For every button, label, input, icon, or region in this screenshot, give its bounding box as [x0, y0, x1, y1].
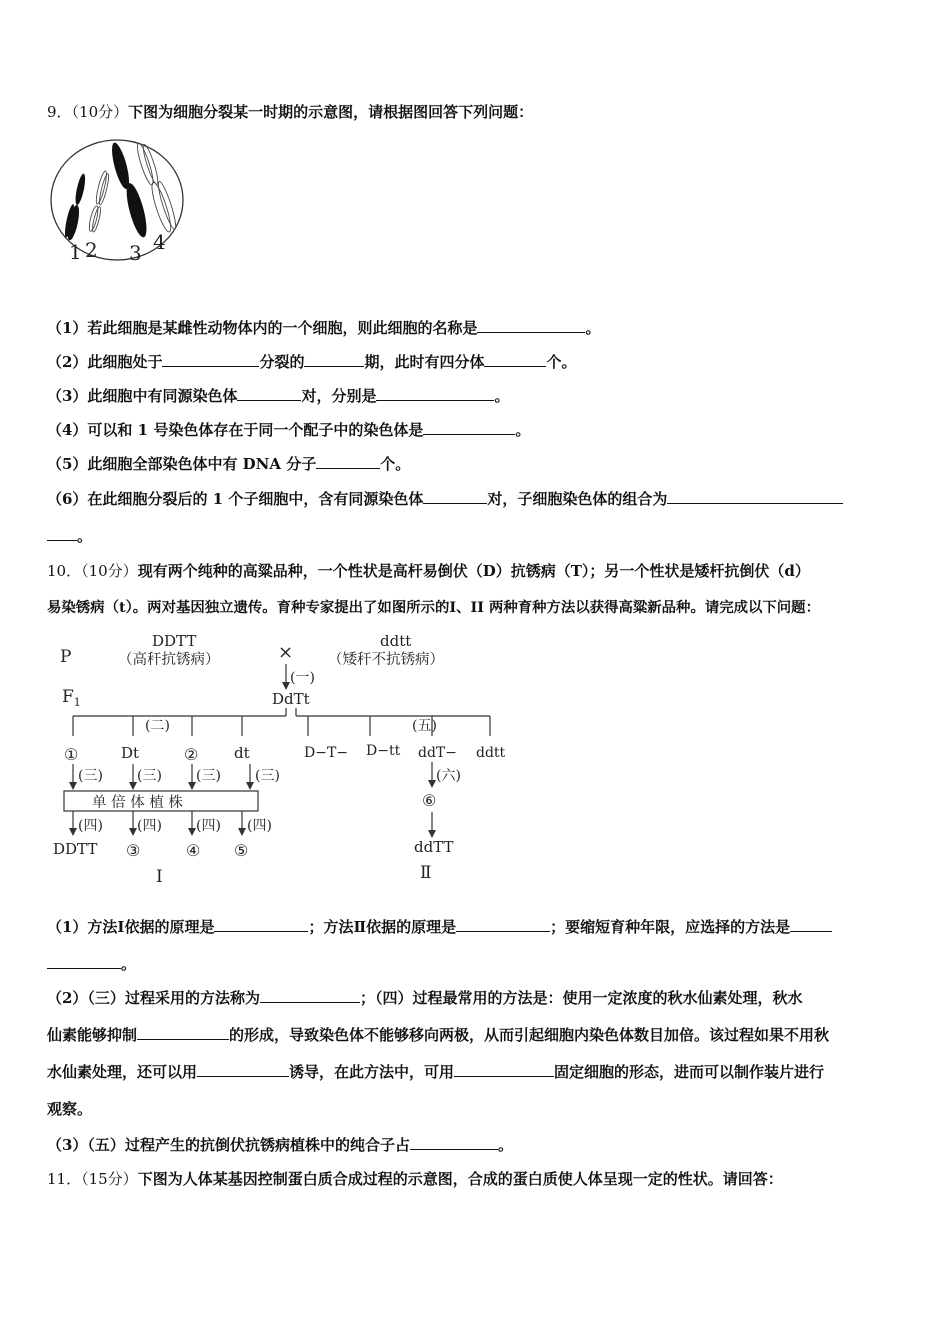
f2-3: ddT−: [418, 745, 457, 761]
step-6: (六): [436, 768, 461, 784]
q9-part-3: （3）此细胞中有同源染色体 对，分别是 。: [47, 387, 510, 405]
chromosome-2: [88, 170, 111, 232]
result-4: ④: [186, 841, 201, 860]
q9-score: （10分）: [71, 103, 129, 121]
f2-1: D−T−: [304, 745, 349, 761]
step-3c: (三): [196, 768, 221, 784]
q9-part-4: （4）可以和 1 号染色体存在于同一个配子中的染色体是 。: [47, 421, 531, 439]
q11-score: （15分）: [81, 1170, 138, 1188]
f2-4: ddtt: [476, 745, 506, 761]
answer-blank[interactable]: [162, 352, 259, 367]
answer-blank[interactable]: [423, 489, 487, 504]
gamete-dt-lower: dt: [234, 744, 250, 762]
answer-blank[interactable]: [456, 917, 550, 932]
gamete-2: ②: [184, 745, 199, 764]
f1-genotype: DdTt: [272, 690, 310, 708]
f2-2: D−tt: [366, 743, 401, 759]
q9-part-6-cont: 。: [47, 526, 92, 546]
method-1-label: Ⅰ: [156, 867, 163, 887]
label-p: P: [60, 647, 72, 667]
step-2: (二): [145, 718, 170, 734]
step-4d: (四): [247, 818, 272, 834]
q10-score: （10分）: [81, 562, 138, 580]
answer-blank[interactable]: [197, 1062, 289, 1077]
chromosome-1: [63, 172, 88, 241]
step-4b: (四): [137, 818, 162, 834]
answer-blank[interactable]: [410, 1135, 498, 1150]
q9-stem: [47, 102, 533, 122]
answer-blank[interactable]: [47, 954, 121, 969]
answer-blank[interactable]: [484, 352, 546, 367]
result-ddTT: ddTT: [414, 838, 454, 856]
answer-blank[interactable]: [790, 917, 832, 932]
q10-part-2-line1: （2）（三）过程采用的方法称为 ；（四）过程最常用的方法是：使用一定浓度的秋水仙素处理，秋水: [47, 989, 803, 1007]
q9-number: 9．: [47, 103, 72, 121]
answer-blank[interactable]: [237, 386, 301, 401]
q10-stem-line2: 易染锈病（t）。两对基因独立遗传。育种专家提出了如图所示的I、II 两种育种方法以获得高粱新品种。请完成以下问题：: [47, 599, 820, 616]
parent2-genotype: ddtt: [380, 632, 412, 650]
method-2-label: Ⅱ: [420, 863, 432, 883]
answer-blank[interactable]: [214, 917, 308, 932]
step-4a: (四): [78, 818, 103, 834]
q10-number: 10．: [47, 562, 82, 580]
step-3d: (三): [255, 768, 280, 784]
answer-blank[interactable]: [376, 386, 494, 401]
parent1-genotype: DDTT: [152, 632, 197, 650]
answer-blank[interactable]: [304, 352, 364, 367]
q9-part-2: （2）此细胞处于 分裂的 期，此时有四分体 个。: [47, 353, 577, 371]
parent1-desc: （高秆抗锈病）: [118, 652, 220, 668]
gamete-1: ①: [64, 745, 79, 764]
q10-part-1-cont: 。: [47, 954, 136, 974]
step-4c: (四): [196, 818, 221, 834]
q10-part-2-line3: 水仙素处理，还可以用 诱导，在此方法中，可用 固定细胞的形态，进而可以制作装片进行: [47, 1063, 825, 1081]
q9-part-5: （5）此细胞全部染色体中有 DNA 分子 个。: [47, 455, 411, 473]
q9-cell-figure: [47, 135, 192, 265]
cross-symbol: ×: [278, 642, 294, 663]
answer-blank[interactable]: [47, 526, 77, 541]
answer-blank[interactable]: [316, 454, 380, 469]
q10-breeding-diagram: [50, 630, 520, 890]
q10-part-3: （3）（五）过程产生的抗倒伏抗锈病植株中的纯合子占 。: [47, 1136, 513, 1154]
step-3b: (三): [137, 768, 162, 784]
answer-blank[interactable]: [454, 1062, 554, 1077]
chromosome-label-3: 3: [129, 241, 142, 265]
q9-part-6: （6）在此细胞分裂后的 1 个子细胞中，含有同源染色体 对，子细胞染色体的组合为: [47, 489, 843, 509]
q10-part-2-line2: 仙素能够抑制 的形成，导致染色体不能够移向两极，从而引起细胞内染色体数目加倍。该过程如果不用秋: [47, 1026, 830, 1044]
answer-blank[interactable]: [667, 489, 843, 504]
chromosome-label-4: 4: [153, 230, 166, 254]
item-6: ⑥: [422, 791, 437, 810]
label-f1: $F_1$: [62, 687, 81, 709]
chromosome-label-2: 2: [85, 238, 98, 262]
step-1: (一): [290, 670, 315, 686]
q10-stem-line1: 10．（10分）现有两个纯种的高粱品种，一个性状是高杆易倒伏（D）抗锈病（T）；另一个性状是矮杆抗倒伏（d）: [47, 562, 810, 580]
step-3a: (三): [78, 768, 103, 784]
q9-stem-text: 下图为细胞分裂某一时期的示意图，请根据图回答下列问题：: [128, 103, 534, 121]
q11-number: 11．: [47, 1170, 82, 1188]
result-3: ③: [126, 841, 141, 860]
haploid-label: 单 倍 体 植 株: [92, 795, 183, 811]
parent2-desc: （矮秆不抗锈病）: [328, 652, 444, 668]
answer-blank[interactable]: [477, 318, 585, 333]
answer-blank[interactable]: [137, 1025, 229, 1040]
result-5: ⑤: [234, 841, 249, 860]
q10-part-1: （1）方法Ⅰ依据的原理是 ；方法Ⅱ依据的原理是 ；要缩短育种年限，应选择的方法是: [47, 917, 832, 937]
q11-stem: 11．（15分）下图为人体某基因控制蛋白质合成过程的示意图，合成的蛋白质使人体呈现一定的性状。请回答：: [47, 1170, 783, 1188]
step-5: (五): [412, 718, 437, 734]
answer-blank[interactable]: [423, 420, 515, 435]
q10-part-2-line4: 观察。: [47, 1100, 93, 1118]
gamete-dt-upper: Dt: [121, 744, 140, 762]
chromosome-label-1: 1: [69, 240, 82, 264]
answer-blank[interactable]: [260, 988, 360, 1003]
result-ddtt-left: DDTT: [53, 840, 98, 858]
q9-part-1: （1）若此细胞是某雌性动物体内的一个细胞，则此细胞的名称是 。: [47, 319, 601, 337]
